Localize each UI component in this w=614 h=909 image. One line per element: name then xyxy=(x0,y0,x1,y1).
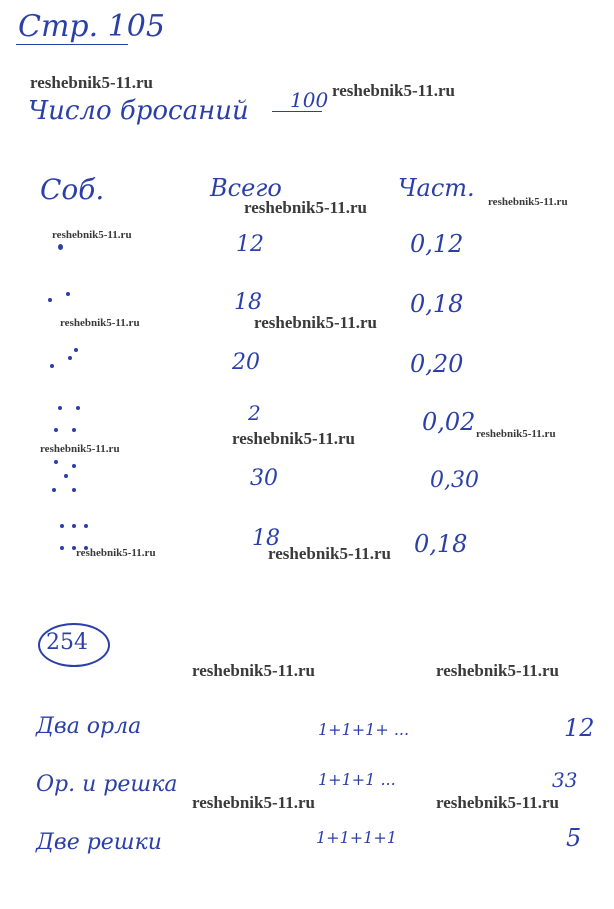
throws-label: Число бросаний xyxy=(28,96,249,126)
row-1-total: 12 xyxy=(236,232,264,257)
watermark: reshebnik5-11.ru xyxy=(30,73,153,92)
header-event: Соб. xyxy=(40,173,105,206)
row-4-total: 2 xyxy=(248,401,261,425)
watermark: reshebnik5-11.ru xyxy=(192,661,315,680)
task-number: 254 xyxy=(46,630,88,655)
watermark: reshebnik5-11.ru xyxy=(254,313,377,332)
watermark: reshebnik5-11.ru xyxy=(268,544,391,563)
row-2-total: 18 xyxy=(234,290,262,315)
task-row-2-label: Ор. и решка xyxy=(36,772,178,797)
throws-value: 100 xyxy=(290,88,329,112)
page-reference-underline xyxy=(16,44,128,45)
watermark: reshebnik5-11.ru xyxy=(244,198,367,217)
row-6-total: 18 xyxy=(252,526,280,551)
row-3-frequency: 0,20 xyxy=(410,350,464,378)
task-row-3-tally: 1+1+1+1 xyxy=(316,828,397,847)
row-5-total: 30 xyxy=(250,466,278,491)
watermark: reshebnik5-11.ru xyxy=(476,428,556,440)
row-3-total: 20 xyxy=(232,350,260,375)
task-row-2-total: 33 xyxy=(552,768,578,792)
watermark: reshebnik5-11.ru xyxy=(232,429,355,448)
task-row-2-tally: 1+1+1 ... xyxy=(318,770,396,789)
task-row-1-total: 12 xyxy=(564,714,595,742)
watermark: reshebnik5-11.ru xyxy=(60,317,140,329)
watermark: reshebnik5-11.ru xyxy=(332,81,455,100)
header-total: Всего xyxy=(210,174,282,202)
watermark: reshebnik5-11.ru xyxy=(76,547,156,559)
watermark: reshebnik5-11.ru xyxy=(436,661,559,680)
row-2-frequency: 0,18 xyxy=(410,290,464,318)
watermark: reshebnik5-11.ru xyxy=(436,793,559,812)
watermark: reshebnik5-11.ru xyxy=(40,443,120,455)
watermark: reshebnik5-11.ru xyxy=(488,196,568,208)
page-reference: Стр. 105 xyxy=(18,9,165,44)
throws-value-underline xyxy=(272,111,322,112)
row-4-frequency: 0,02 xyxy=(422,408,476,436)
watermark: reshebnik5-11.ru xyxy=(192,793,315,812)
row-5-frequency: 0,30 xyxy=(430,468,479,493)
task-row-3-label: Две решки xyxy=(36,830,162,855)
row-6-frequency: 0,18 xyxy=(414,530,468,558)
task-row-1-tally: 1+1+1+ ... xyxy=(318,720,410,739)
watermark: reshebnik5-11.ru xyxy=(52,229,132,241)
task-row-1-label: Два орла xyxy=(36,714,142,739)
row-1-frequency: 0,12 xyxy=(410,230,464,258)
header-frequency: Част. xyxy=(398,174,475,202)
task-row-3-total: 5 xyxy=(566,824,582,852)
